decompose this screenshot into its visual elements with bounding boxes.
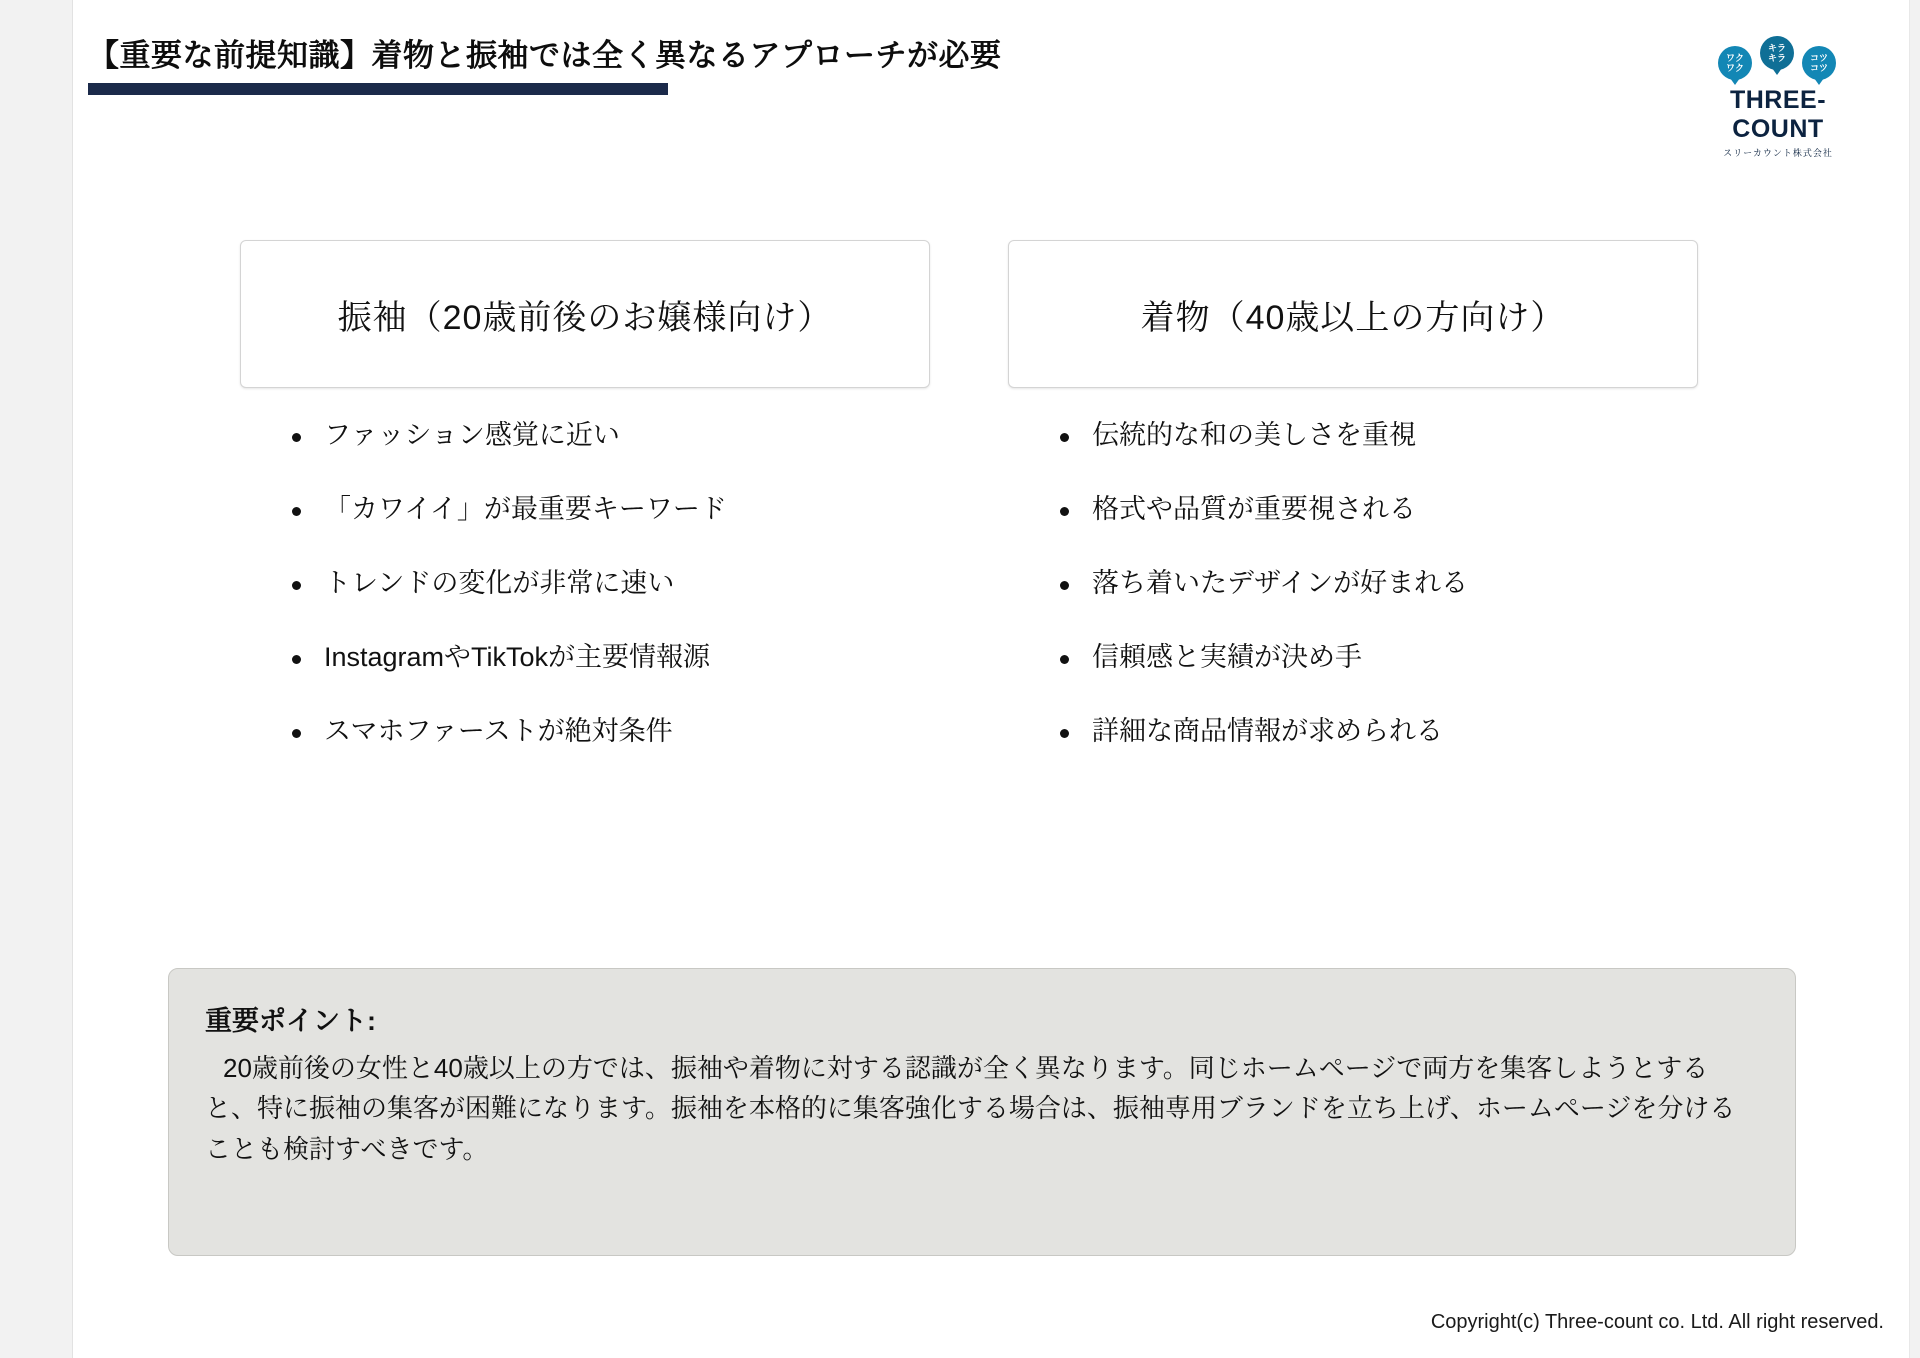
logo-company-name: THREE-COUNT (1729, 86, 1827, 143)
speech-bubble-icon-3 (1802, 46, 1836, 80)
bullet-list-furisode (240, 422, 930, 745)
key-point-body: 20歳前後の女性と40歳以上の方では、振袖や着物に対する認識が全く異なります。同じホームページで両方を集客しようとすると、特に振袖の集客が困難になります。振袖を本格的に集客強化する場合は、振袖専用ブランドを立ち上げ、ホームページを分けることも検討すべきです。 (205, 1053, 1736, 1164)
column-kimono (1008, 240, 1698, 792)
bubble-2-line-1: キラ (1767, 43, 1786, 53)
page-title-text: 【重要な前提知識】着物と振袖では全く異なるアプローチが必要 (88, 38, 1002, 73)
speech-bubble-icon-1 (1718, 46, 1752, 80)
key-point-title: 重要ポイント: (205, 1006, 376, 1036)
list-item: スマホファーストが絶対条件 (286, 718, 930, 745)
company-logo (1698, 36, 1858, 159)
list-item: 詳細な商品情報が求められる (1054, 718, 1698, 745)
list-item: ファッション感覚に近い (286, 422, 930, 449)
list-item: 伝統的な和の美しさを重視 (1054, 422, 1698, 449)
list-item: 信頼感と実績が決め手 (1054, 644, 1698, 671)
logo-company-subtitle: スリーカウント株式会社 (1723, 148, 1833, 158)
page-title (88, 30, 1002, 95)
column-header-furisode-text: 振袖（20歳前後のお嬢様向け） (337, 298, 833, 337)
bubble-1-line-2: ワク (1725, 63, 1744, 73)
list-item: 落ち着いたデザインが好まれる (1054, 570, 1698, 597)
bubble-2-line-2: キラ (1767, 53, 1786, 63)
bubble-3-line-1: コツ (1809, 53, 1828, 63)
column-header-furisode (240, 240, 930, 388)
comparison-columns (240, 240, 1700, 792)
column-furisode (240, 240, 930, 792)
bubble-3-line-2: コツ (1809, 63, 1828, 73)
page-left-edge (0, 0, 73, 1358)
title-underline-bar (88, 83, 668, 95)
speech-bubble-icon-2 (1760, 36, 1794, 70)
copyright-footer: Copyright(c) Three-count co. Ltd. All right reserved. (1430, 1311, 1884, 1333)
page-right-edge (1909, 0, 1920, 1358)
column-header-kimono-text: 着物（40歳以上の方向け） (1140, 298, 1566, 337)
list-item: 「カワイイ」が最重要キーワード (286, 496, 930, 523)
list-item: 格式や品質が重要視される (1054, 496, 1698, 523)
bubble-1-line-1: ワク (1725, 53, 1744, 63)
bullet-list-kimono (1008, 422, 1698, 745)
key-point-box (168, 968, 1796, 1256)
column-header-kimono (1008, 240, 1698, 388)
logo-bubbles (1698, 36, 1858, 82)
list-item: トレンドの変化が非常に速い (286, 570, 930, 597)
list-item: InstagramやTikTokが主要情報源 (286, 644, 930, 671)
